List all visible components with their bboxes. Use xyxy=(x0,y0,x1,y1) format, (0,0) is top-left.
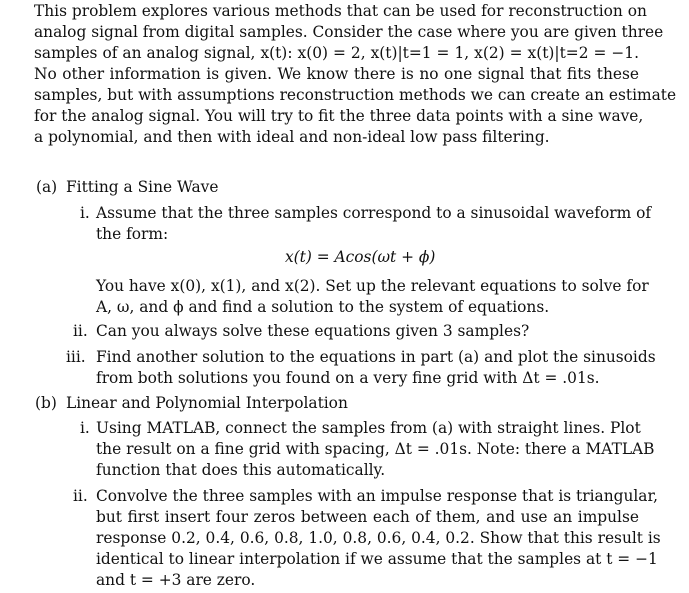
intro-line-7: a polynomial, and then with ideal and non-ideal low pass filtering. xyxy=(34,128,550,146)
intro-line-1: This problem explores various methods that can be used for reconstruction on xyxy=(34,2,647,20)
part-b-item-2-line-5: and t = +3 are zero. xyxy=(96,571,256,589)
sinusoid-equation: x(t) = Acos(ωt + ϕ) xyxy=(285,248,436,266)
part-b-title: Linear and Polynomial Interpolation xyxy=(66,394,348,412)
part-a-item-1-line-1: Assume that the three samples correspond to a sinusoidal waveform of xyxy=(96,204,652,222)
part-a-item-3-label: iii. xyxy=(66,348,86,366)
part-a-item-3-line-2: from both solutions you found on a very fine grid with Δt = .01s. xyxy=(96,369,600,387)
part-a-title: Fitting a Sine Wave xyxy=(66,178,219,196)
part-a-item-1-label: i. xyxy=(80,204,90,222)
part-b-item-1-label: i. xyxy=(80,419,90,437)
part-b-item-2-line-2: but first insert four zeros between each of them, and use an impulse xyxy=(96,508,639,526)
part-b-item-2-line-3: response 0.2, 0.4, 0.6, 0.8, 1.0, 0.8, 0.6, 0.4, 0.2. Show that this result is xyxy=(96,529,661,547)
part-a-label: (a) xyxy=(36,178,58,196)
part-b-item-1-line-2: the result on a fine grid with spacing, Δt = .01s. Note: there a MATLAB xyxy=(96,440,655,458)
intro-line-2: analog signal from digital samples. Consider the case where you are given three xyxy=(34,23,664,41)
part-a-item-2-line-1: Can you always solve these equations given 3 samples? xyxy=(96,322,530,340)
part-b-item-2-label: ii. xyxy=(73,487,88,505)
part-a-item-1-after-line-2: A, ω, and ϕ and find a solution to the system of equations. xyxy=(96,298,550,316)
part-b-label: (b) xyxy=(35,394,57,412)
part-a-item-2-label: ii. xyxy=(73,322,88,340)
part-a-item-1-line-2: the form: xyxy=(96,225,169,243)
intro-line-5: samples, but with assumptions reconstruction methods we can create an estimate xyxy=(34,86,677,104)
intro-line-3: samples of an analog signal, x(t): x(0) = 2, x(t)|t=1 = 1, x(2) = x(t)|t=2 = −1. xyxy=(34,44,639,62)
intro-line-6: for the analog signal. You will try to fit the three data points with a sine wave, xyxy=(34,107,644,125)
part-b-item-2-line-4: identical to linear interpolation if we assume that the samples at t = −1 xyxy=(96,550,658,568)
part-a-item-1-after-line-1: You have x(0), x(1), and x(2). Set up the relevant equations to solve for xyxy=(96,277,649,295)
intro-line-4: No other information is given. We know there is no one signal that fits these xyxy=(34,65,639,83)
part-b-item-1-line-3: function that does this automatically. xyxy=(96,461,386,479)
part-a-item-3-line-1: Find another solution to the equations in part (a) and plot the sinusoids xyxy=(96,348,656,366)
part-b-item-2-line-1: Convolve the three samples with an impulse response that is triangular, xyxy=(96,487,659,505)
part-b-item-1-line-1: Using MATLAB, connect the samples from (a) with straight lines. Plot xyxy=(96,419,641,437)
